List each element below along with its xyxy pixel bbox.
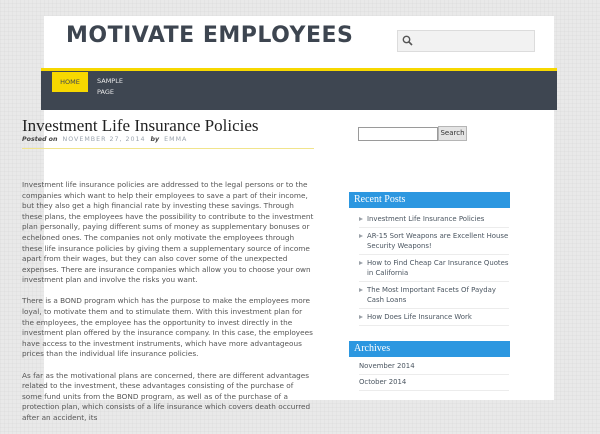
site-title[interactable]: MOTIVATE EMPLOYEES [66,23,354,48]
recent-post-link[interactable]: How Does Life Insurance Work [359,309,509,326]
archive-link[interactable]: October 2014 [359,375,509,391]
nav-item-home[interactable]: HOME [52,72,88,92]
sidebar-search-button[interactable]: Search [438,126,467,141]
recent-post-link[interactable]: AR-15 Sort Weapons are Excellent House Security Weapons! [359,228,509,255]
recent-post-link[interactable]: How to Find Cheap Car Insurance Quotes in California [359,255,509,282]
post-date-link[interactable]: NOVEMBER 27, 2014 [62,136,146,143]
sidebar-search-input[interactable] [358,127,438,141]
nav-item-sample-label-1: SAMPLE [97,77,123,85]
archives-heading [349,341,510,357]
header-search-input[interactable] [397,30,535,52]
by-label: by [150,136,160,143]
recent-post-link[interactable]: Investment Life Insurance Policies [359,211,509,228]
post-content [22,180,314,434]
archive-link[interactable]: November 2014 [359,359,509,375]
post-paragraph: Investment life insurance policies are addressed to the legal persons or to the companies which want to help their employees to save a part of their income, but they also get a high financial rate by investing these savings. Through these plans, the employees have the possibility to contribute to the investment plan personally, paying different sums of money as supplementary bonuses or echeloned ones. The companies not only motivate the employees through these life insurance policies by giving them a supplementary source of income apart from their wages, but they can also cover some of the unexpected expenses. There are insurance companies which allow you to choose your own investment plan and involve the risks you want. [22,180,314,285]
recent-posts-list [359,211,509,326]
post-author-link[interactable]: EMMA [164,136,188,143]
recent-posts-heading [349,192,510,208]
post-title[interactable]: Investment Life Insurance Policies [22,116,259,135]
nav-item-sample-label-2: PAGE [97,88,114,96]
recent-posts-title: Recent Posts [354,194,406,205]
post-paragraph: There is a BOND program which has the purpose to make the employees more loyal, to motivate them and to stimulate them. With this investment plan for the employees, the employee has the opportunity to invest directly in the investment plan offered by the insurance company. In this case, the employees have access to the investment instruments, which have more advantageous prices than the individual life insurance policies. [22,296,313,359]
search-icon [402,35,413,46]
archives-title: Archives [354,343,391,354]
main-navigation [41,68,557,110]
posted-on-label: Posted on [22,136,58,143]
nav-item-sample-page[interactable] [97,76,133,98]
recent-post-link[interactable]: The Most Important Facets Of Payday Cash Loans [359,282,509,309]
post-paragraph: As far as the motivational plans are concerned, there are different advantages related to the investment, these advantages consisting of the purchase of some fund units from the BOND program, as well as of the purchase of a protection plan, which consists of a life insurance which covers death occurred after an accident, its [22,370,311,422]
archives-list [359,359,509,391]
post-meta [22,136,314,149]
